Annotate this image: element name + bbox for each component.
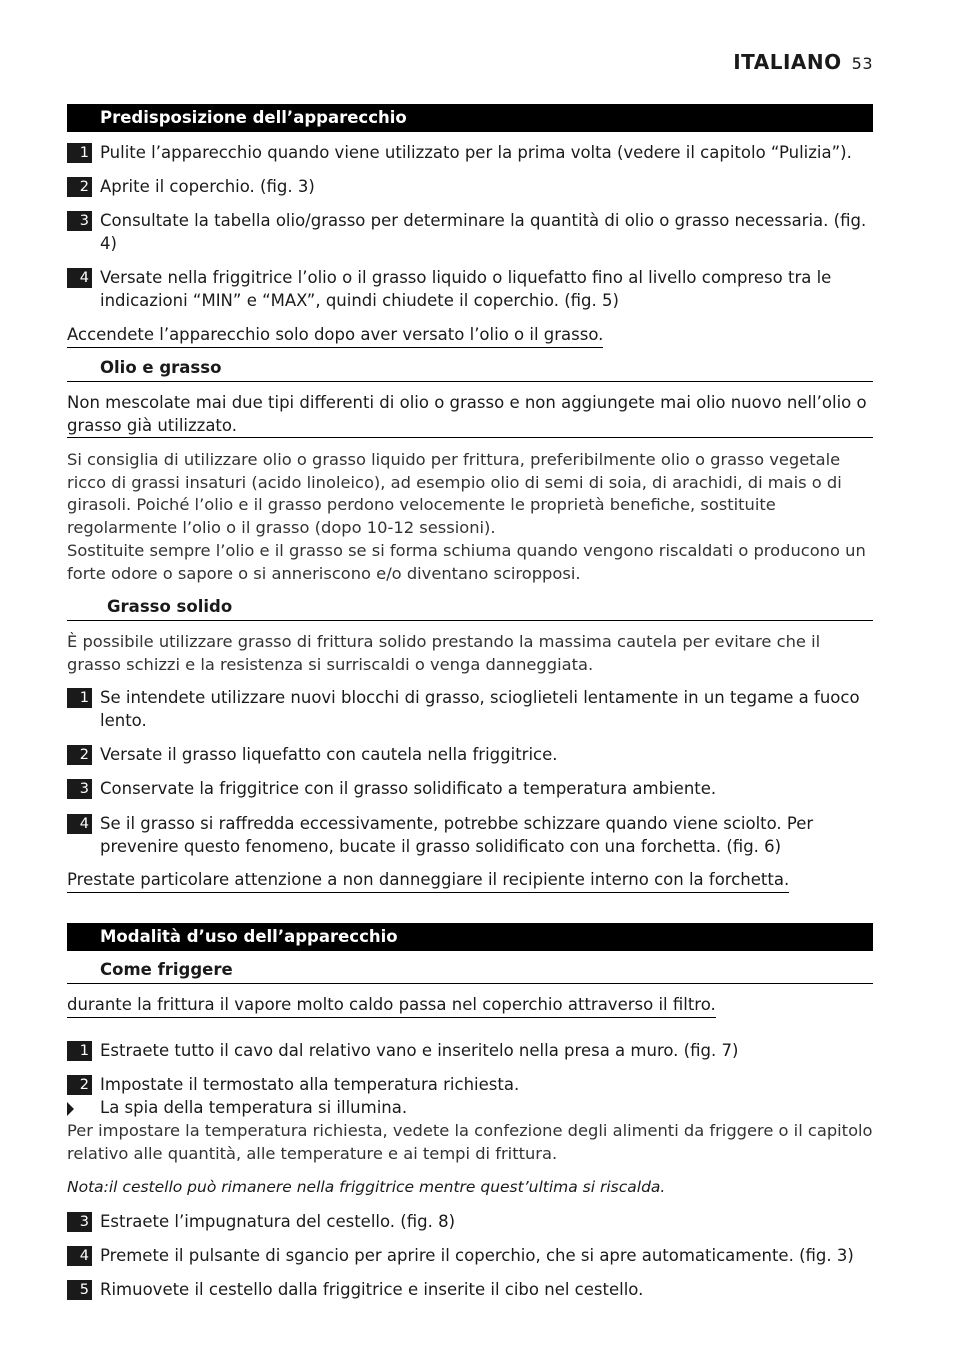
frying-paragraph: Per impostare la temperatura richiesta, vedete la confezione degli alimenti da friggere o il capitolo relativo alle quantità, alle temperature e ai tempi di frittura. xyxy=(67,1121,873,1163)
step-text: Versate il grasso liquefatto con cautela nella friggitrice. xyxy=(100,745,558,764)
oil-paragraph-1: Si consiglia di utilizzare olio o grasso liquido per frittura, preferibilmente olio o grasso vegetale ricco di grassi insaturi (acido linoleico), ad esempio olio di semi di soia, di arachidi, di mais o di girasoli. Poiché l’olio e il grasso perdono velocemente le proprietà benefiche, sostituite regolarmente l’olio o il grasso (dopo 10-12 sessioni). xyxy=(67,450,842,537)
subsection-title-frying: Come friggere xyxy=(67,959,873,984)
section-title-usage: Modalità d’uso dell’apparecchio xyxy=(67,923,873,951)
step-number: 4 xyxy=(67,1246,92,1266)
frying-note: Nota:il cestello può rimanere nella friggitrice mentre quest’ultima si riscalda. xyxy=(67,1178,666,1196)
step-number: 1 xyxy=(67,1041,92,1061)
solid-fat-warning: Prestate particolare attenzione a non danneggiare il recipiente interno con la forchetta. xyxy=(67,869,789,893)
step-number: 1 xyxy=(67,688,92,708)
page-header xyxy=(733,50,873,74)
step-number: 2 xyxy=(67,177,92,197)
setup-warning: Accendete l’apparecchio solo dopo aver versato l’olio o il grasso. xyxy=(67,324,603,348)
step-number: 4 xyxy=(67,814,92,834)
frying-step-2 xyxy=(67,1074,873,1097)
setup-step-3 xyxy=(67,210,873,255)
language-label: ITALIANO xyxy=(733,50,842,74)
step-number: 4 xyxy=(67,268,92,288)
solid-step-1 xyxy=(67,687,873,732)
step-text: Pulite l’apparecchio quando viene utilizzato per la prima volta (vedere il capitolo “Pulizia”). xyxy=(100,143,852,162)
step-number: 1 xyxy=(67,143,92,163)
setup-step-4 xyxy=(67,267,873,312)
frying-step-3 xyxy=(67,1211,873,1234)
step-text: Estraete l’impugnatura del cestello. (fig. 8) xyxy=(100,1212,456,1231)
step-number: 3 xyxy=(67,1212,92,1232)
step-number: 3 xyxy=(67,211,92,231)
step-number: 2 xyxy=(67,1075,92,1095)
subsection-title-solid-fat: Grasso solido xyxy=(67,596,873,621)
setup-step-1 xyxy=(67,142,873,165)
oil-warning: Non mescolate mai due tipi differenti di olio o grasso e non aggiungete mai olio nuovo nell’olio o grasso già utilizzato. xyxy=(67,392,873,438)
subsection-title-oil: Olio e grasso xyxy=(67,357,873,382)
step-text: Conservate la friggitrice con il grasso solidificato a temperatura ambiente. xyxy=(100,779,717,798)
oil-paragraph-2: Sostituite sempre l’olio e il grasso se si forma schiuma quando vengono riscaldati o producono un forte odore o sapore o si anneriscono e/o diventano sciropposi. xyxy=(67,541,866,583)
step-text: Impostate il termostato alla temperatura richiesta. xyxy=(100,1075,520,1094)
page-number: 53 xyxy=(851,54,873,73)
step-text: Se il grasso si raffredda eccessivamente, potrebbe schizzare quando viene sciolto. Per prevenire questo fenomeno, bucate il grasso solidificato con una forchetta. (fig. 6) xyxy=(100,814,814,856)
step-text: Aprite il coperchio. (fig. 3) xyxy=(100,177,315,196)
frying-step-5 xyxy=(67,1279,873,1302)
solid-step-3 xyxy=(67,778,873,801)
frying-step-1 xyxy=(67,1040,873,1063)
frying-step-4 xyxy=(67,1245,873,1268)
bullet-text: La spia della temperatura si illumina. xyxy=(100,1098,408,1117)
step-text: Estraete tutto il cavo dal relativo vano e inseritelo nella presa a muro. (fig. 7) xyxy=(100,1041,739,1060)
solid-step-2 xyxy=(67,744,873,767)
step-text: Rimuovete il cestello dalla friggitrice e inserite il cibo nel cestello. xyxy=(100,1280,644,1299)
step-text: Premete il pulsante di sgancio per aprire il coperchio, che si apre automaticamente. (fig. 3) xyxy=(100,1246,854,1265)
solid-fat-paragraph: È possibile utilizzare grasso di frittura solido prestando la massima cautela per evitare che il grasso schizzi e la resistenza si surriscaldi o venga danneggiata. xyxy=(67,632,821,674)
result-arrow-icon xyxy=(67,1102,74,1116)
step-number: 2 xyxy=(67,745,92,765)
step-number: 5 xyxy=(67,1280,92,1300)
solid-step-4 xyxy=(67,813,873,858)
step-number: 3 xyxy=(67,779,92,799)
step-text: Se intendete utilizzare nuovi blocchi di grasso, scioglieteli lentamente in un tegame a fuoco lento. xyxy=(100,688,860,730)
frying-warning: durante la frittura il vapore molto caldo passa nel coperchio attraverso il filtro. xyxy=(67,994,716,1018)
result-bullet xyxy=(67,1097,873,1120)
step-text: Versate nella friggitrice l’olio o il grasso liquido o liquefatto fino al livello compreso tra le indicazioni “MIN” e “MAX”, quindi chiudete il coperchio. (fig. 5) xyxy=(100,268,832,310)
setup-step-2 xyxy=(67,176,873,199)
step-text: Consultate la tabella olio/grasso per determinare la quantità di olio o grasso necessaria. (fig. 4) xyxy=(100,211,867,253)
section-title-setup: Predisposizione dell’apparecchio xyxy=(67,104,873,132)
